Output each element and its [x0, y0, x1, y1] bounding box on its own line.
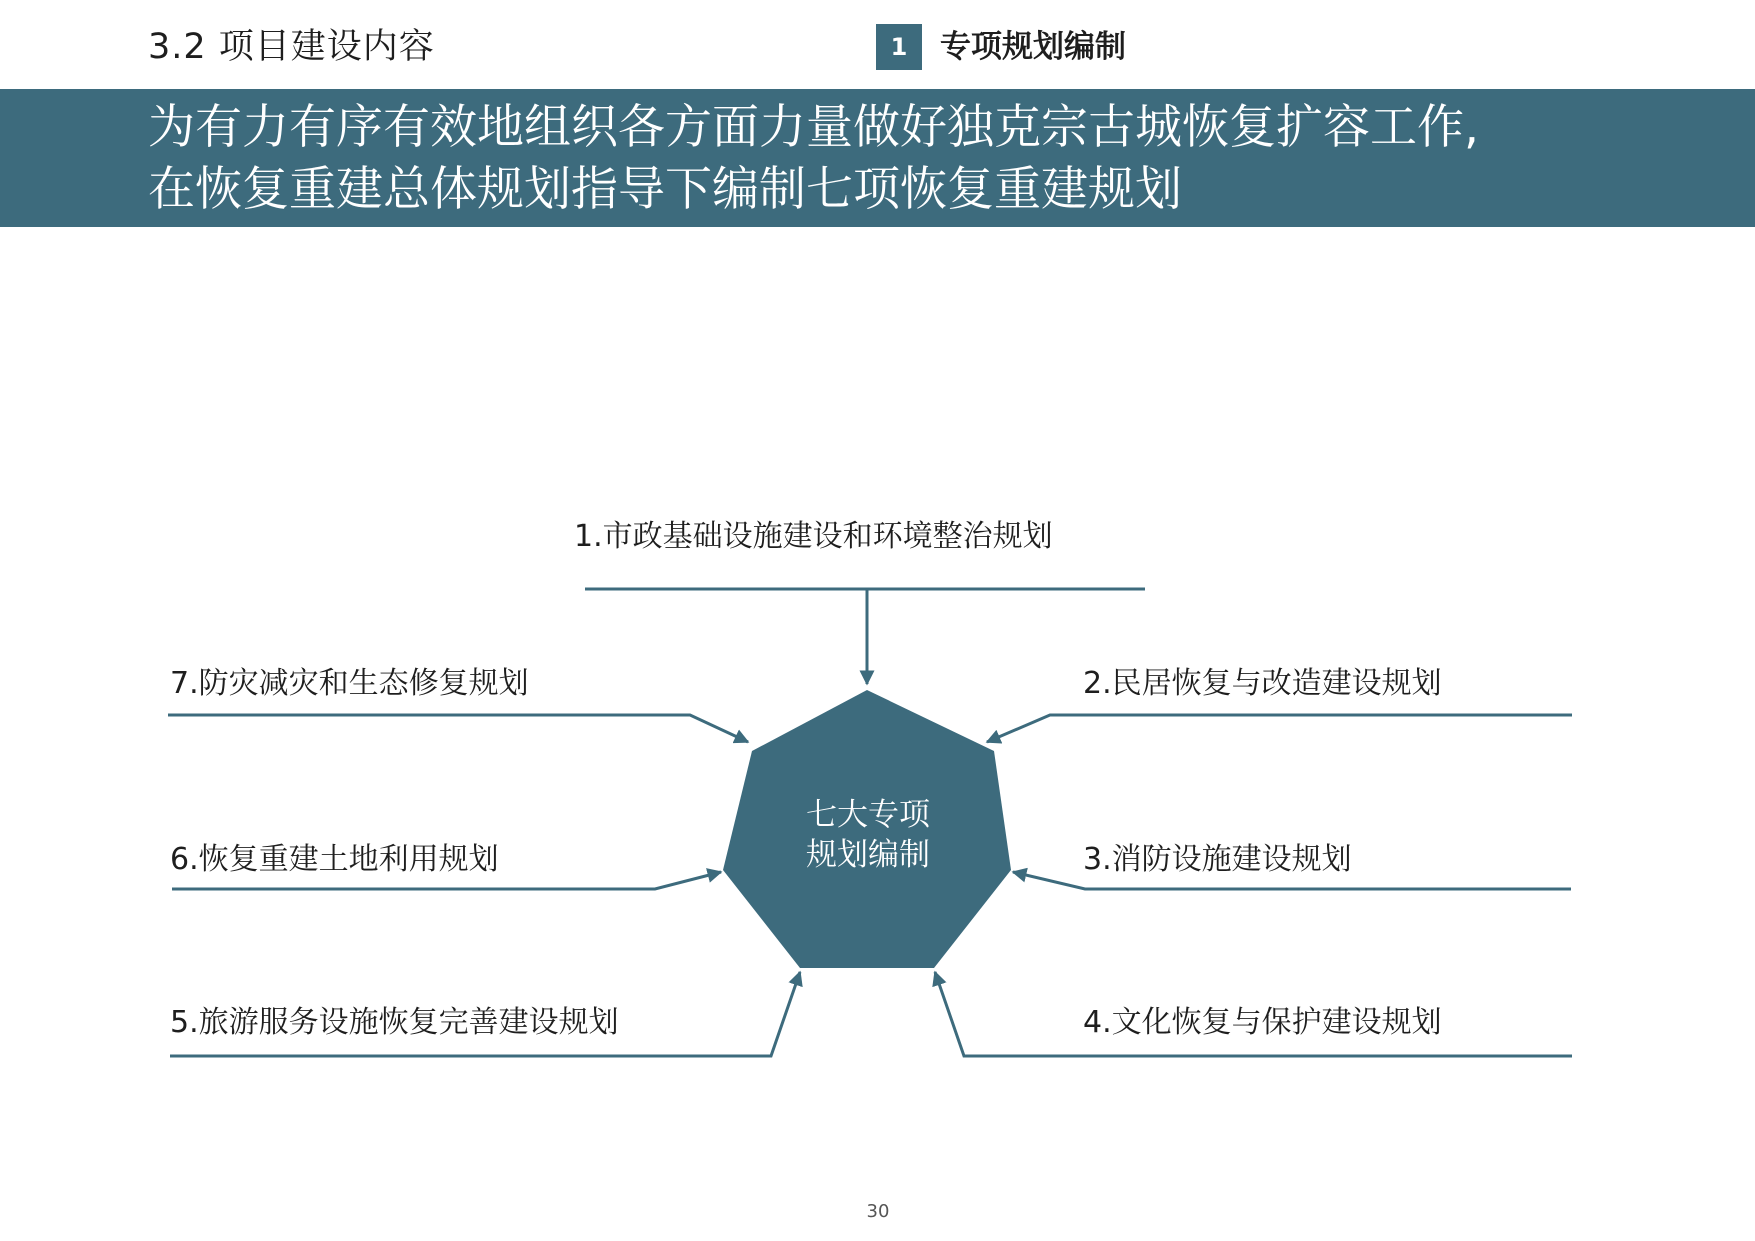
plan-label-7: 7.防灾减灾和生态修复规划 [170, 666, 529, 701]
center-label-line-2: 规划编制 [806, 837, 930, 873]
plan-label-3: 3.消防设施建设规划 [1083, 842, 1352, 877]
plan-label-4: 4.文化恢复与保护建设规划 [1083, 1005, 1442, 1040]
center-label [768, 795, 968, 875]
headline-line-1: 为有力有序有效地组织各方面力量做好独克宗古城恢复扩容工作, [148, 100, 1479, 155]
section-title: 3.2 项目建设内容 [148, 27, 435, 67]
topic-number-badge: 1 [876, 24, 922, 70]
plan-label-1: 1.市政基础设施建设和环境整治规划 [574, 519, 1053, 554]
topic-title: 专项规划编制 [940, 29, 1126, 65]
plan-label-2: 2.民居恢复与改造建设规划 [1083, 666, 1442, 701]
page-number: 30 [866, 1201, 890, 1222]
headline-line-2: 在恢复重建总体规划指导下编制七项恢复重建规划 [148, 162, 1182, 217]
plan-label-6: 6.恢复重建土地利用规划 [170, 842, 499, 877]
connector-plan-2 [987, 715, 1572, 742]
plan-label-5: 5.旅游服务设施恢复完善建设规划 [170, 1005, 619, 1040]
connector-plan-7 [168, 715, 748, 742]
center-label-line-1: 七大专项 [806, 797, 930, 833]
